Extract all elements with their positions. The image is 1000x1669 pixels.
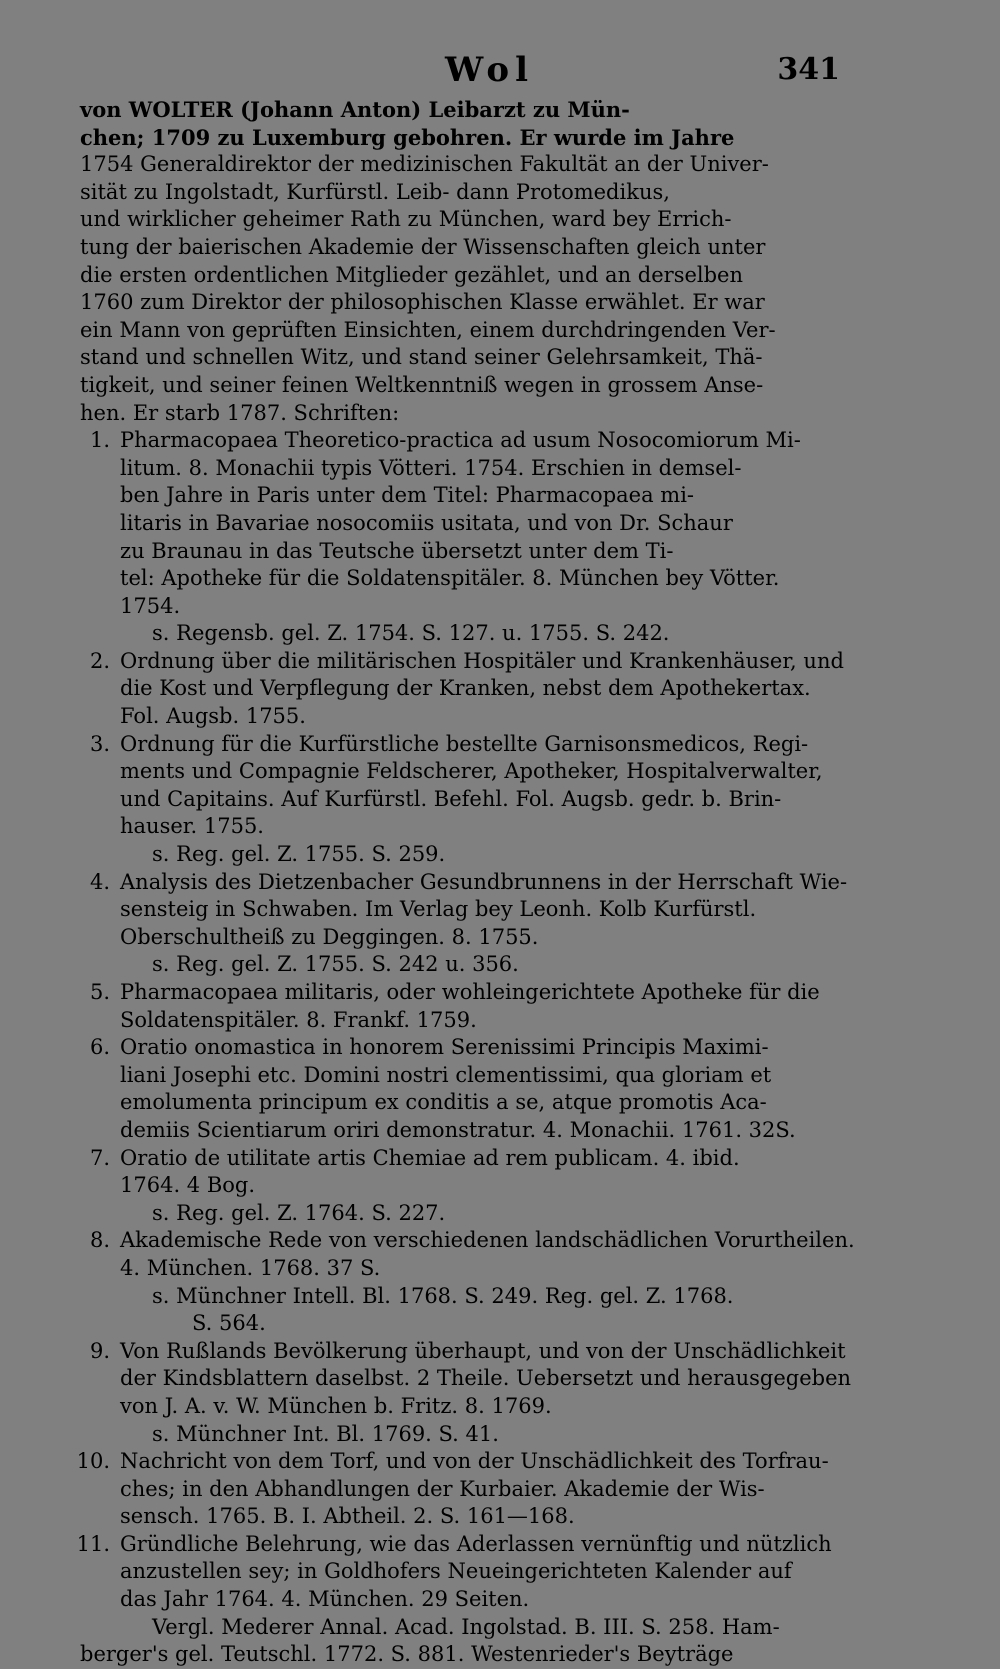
text-line	[80, 455, 850, 483]
text-line	[80, 1034, 850, 1062]
text-line	[80, 1476, 850, 1504]
text-line	[80, 510, 850, 538]
line-text: s. Regensb. gel. Z. 1754. S. 127. u. 1755. S. 242.	[152, 621, 670, 646]
line-text: stand und schnellen Witz, und stand seiner Gelehrsamkeit, Thä-	[80, 345, 763, 370]
line-text: ben Jahre in Paris unter dem Titel: Pharmacopaea mi-	[120, 483, 695, 508]
text-line	[80, 1614, 850, 1642]
line-text: tigkeit, und seiner feinen Weltkenntniß wegen in grossem Anse-	[80, 372, 764, 397]
list-number: 7.	[89, 1145, 110, 1170]
text-line	[80, 1145, 850, 1173]
line-text: anzustellen sey; in Goldhofers Neueingerichteten Kalender auf	[120, 1559, 792, 1584]
text-line	[80, 372, 850, 400]
list-number: 9.	[89, 1338, 110, 1363]
text-line	[80, 1641, 850, 1669]
line-text: chen; 1709 zu Luxemburg gebohren. Er wurde im Jahre	[80, 124, 735, 150]
text-line	[80, 1338, 850, 1366]
text-line	[80, 841, 850, 869]
line-text: S. 564.	[192, 1311, 266, 1336]
line-text: die ersten ordentlichen Mitglieder gezählet, und an derselben	[80, 262, 744, 287]
list-number: 10.	[76, 1449, 110, 1474]
line-text: litaris in Bavariae nosocomiis usitata, und von Dr. Schaur	[120, 510, 733, 535]
list-number: 11.	[76, 1531, 110, 1556]
line-text: Akademische Rede von verschiedenen landschädlichen Vorurtheilen.	[120, 1228, 855, 1253]
line-text: s. Reg. gel. Z. 1764. S. 227.	[152, 1200, 446, 1225]
text-line	[80, 1283, 850, 1311]
line-text: und wirklicher geheimer Rath zu München, ward bey Errich-	[80, 207, 732, 232]
text-line	[80, 1255, 850, 1283]
line-text: Von Rußlands Bevölkerung überhaupt, und von der Unschädlichkeit	[120, 1338, 846, 1363]
list-number: 3.	[89, 731, 110, 756]
line-text: Nachricht von dem Torf, und von der Unschädlichkeit des Torfrau-	[120, 1449, 829, 1474]
text-line	[80, 1393, 850, 1421]
text-line	[80, 731, 850, 759]
text-line	[80, 124, 850, 152]
list-number: 6.	[89, 1035, 110, 1060]
text-line	[80, 1062, 850, 1090]
line-text: und Capitains. Auf Kurfürstl. Befehl. Fol. Augsb. gedr. b. Brin-	[120, 786, 782, 811]
line-text: emolumenta principum ex conditis a se, atque promotis Aca-	[120, 1090, 767, 1115]
line-text: liani Josephi etc. Domini nostri clementissimi, qua gloriam et	[120, 1062, 772, 1087]
line-text: sensteig in Schwaben. Im Verlag bey Leonh. Kolb Kurfürstl.	[120, 897, 757, 922]
text-line	[80, 262, 850, 290]
line-text: litum. 8. Monachii typis Vötteri. 1754. Erschien in demsel-	[120, 455, 742, 480]
line-text: der Kindsblattern daselbst. 2 Theile. Uebersetzt und herausgegeben	[120, 1366, 852, 1391]
text-line	[80, 786, 850, 814]
text-line	[80, 869, 850, 897]
text-line	[80, 565, 850, 593]
line-text: Pharmacopaea militaris, oder wohleingerichtete Apotheke für die	[120, 980, 820, 1004]
line-text: Vergl. Mederer Annal. Acad. Ingolstad. B. III. S. 258. Ham-	[152, 1614, 780, 1639]
running-header	[0, 50, 1000, 94]
text-line	[80, 896, 850, 924]
list-number: 1.	[89, 428, 110, 453]
line-text: demiis Scientiarum oriri demonstratur. 4. Monachii. 1761. 32S.	[120, 1117, 796, 1142]
text-line	[80, 482, 850, 510]
text-line	[80, 427, 850, 455]
text-line	[80, 1421, 850, 1449]
text-line	[80, 1200, 850, 1228]
text-line	[80, 151, 850, 179]
text-line	[80, 538, 850, 566]
header-title: Wol	[445, 50, 535, 90]
text-line	[80, 317, 850, 345]
list-number: 2.	[89, 648, 110, 673]
line-text: s. Münchner Intell. Bl. 1768. S. 249. Reg. gel. Z. 1768.	[152, 1283, 734, 1308]
text-line	[80, 206, 850, 234]
list-number: 4.	[89, 869, 110, 894]
line-text: s. Reg. gel. Z. 1755. S. 242 u. 356.	[152, 952, 519, 977]
text-line	[80, 234, 850, 262]
line-text: die Kost und Verpflegung der Kranken, nebst dem Apothekertax.	[120, 676, 811, 701]
line-text: hen. Er starb 1787. Schriften:	[80, 400, 400, 425]
text-line	[80, 179, 850, 207]
line-text: von WOLTER (Johann Anton) Leibarzt zu Mün-	[80, 97, 630, 122]
line-text: tung der baierischen Akademie der Wissenschaften gleich unter	[80, 234, 766, 259]
line-text: ein Mann von geprüften Einsichten, einem durchdringenden Ver-	[80, 317, 776, 342]
line-text: Soldatenspitäler. 8. Frankf. 1759.	[120, 1007, 477, 1032]
text-line	[80, 1310, 850, 1338]
text-line	[80, 1117, 850, 1145]
line-text: Fol. Augsb. 1755.	[120, 704, 306, 729]
line-text: Pharmacopaea Theoretico-practica ad usum Nosocomiorum Mi-	[120, 428, 801, 453]
line-text: Ordnung für die Kurfürstliche bestellte Garnisonsmedicos, Regi-	[120, 731, 809, 756]
line-text: hauser. 1755.	[120, 814, 264, 839]
line-text: Oberschultheiß zu Deggingen. 8. 1755.	[120, 924, 539, 949]
text-line	[80, 979, 850, 1007]
line-text: 1760 zum Direktor der philosophischen Klasse erwählet. Er war	[80, 290, 765, 315]
line-text: ches; in den Abhandlungen der Kurbaier. Akademie der Wis-	[120, 1476, 765, 1501]
line-text: s. Münchner Int. Bl. 1769. S. 41.	[152, 1421, 499, 1446]
text-line	[80, 593, 850, 621]
entry-text	[76, 96, 855, 1669]
text-line	[80, 1586, 850, 1614]
line-text: berger's gel. Teutschl. 1772. S. 881. Westenrieder's Beyträge	[80, 1642, 734, 1667]
line-text: Oratio onomastica in honorem Serenissimi Principis Maximi-	[120, 1035, 769, 1060]
text-line	[80, 620, 850, 648]
text-line	[80, 1558, 850, 1586]
text-line	[80, 1227, 855, 1255]
text-line	[80, 1365, 850, 1393]
text-line	[80, 924, 850, 952]
list-number: 8.	[89, 1228, 110, 1253]
text-line	[76, 1531, 850, 1559]
line-text: das Jahr 1764. 4. München. 29 Seiten.	[120, 1587, 530, 1612]
text-line	[80, 1007, 850, 1035]
text-line	[76, 1448, 850, 1476]
line-text: tel: Apotheke für die Soldatenspitäler. 8. München bey Vötter.	[120, 566, 780, 591]
line-text: Analysis des Dietzenbacher Gesundbrunnens in der Herrschaft Wie-	[120, 869, 848, 894]
line-text: Ordnung über die militärischen Hospitäler und Krankenhäuser, und	[120, 648, 844, 673]
line-text: sität zu Ingolstadt, Kurfürstl. Leib- dann Protomedikus,	[80, 179, 670, 204]
line-text: 1764. 4 Bog.	[120, 1173, 256, 1198]
text-line	[80, 951, 850, 979]
page-number: 341	[777, 52, 840, 87]
line-text: ments und Compagnie Feldscherer, Apotheker, Hospitalverwalter,	[120, 759, 823, 784]
text-line	[80, 400, 850, 428]
text-line	[80, 96, 850, 124]
line-text: 1754 Generaldirektor der medizinischen Fakultät an der Univer-	[80, 152, 769, 177]
text-line	[80, 813, 850, 841]
text-line	[80, 344, 850, 372]
text-line	[80, 675, 850, 703]
line-text: 4. München. 1768. 37 S.	[120, 1255, 381, 1280]
line-text: s. Reg. gel. Z. 1755. S. 259.	[152, 842, 446, 867]
text-line	[80, 758, 850, 786]
text-line	[80, 1089, 850, 1117]
line-text: zu Braunau in das Teutsche übersetzt unter dem Ti-	[120, 538, 674, 563]
text-line	[80, 289, 850, 317]
text-line	[80, 1503, 850, 1531]
text-line	[80, 703, 850, 731]
line-text: von J. A. v. W. München b. Fritz. 8. 1769.	[120, 1393, 552, 1418]
line-text: sensch. 1765. B. I. Abtheil. 2. S. 161—168.	[120, 1504, 575, 1529]
line-text: Gründliche Belehrung, wie das Aderlassen vernünftig und nützlich	[120, 1531, 832, 1556]
text-line	[80, 1172, 850, 1200]
list-number: 5.	[89, 980, 110, 1004]
line-text: 1754.	[120, 593, 181, 618]
line-text: Oratio de utilitate artis Chemiae ad rem publicam. 4. ibid.	[120, 1145, 740, 1170]
text-line	[80, 648, 850, 676]
